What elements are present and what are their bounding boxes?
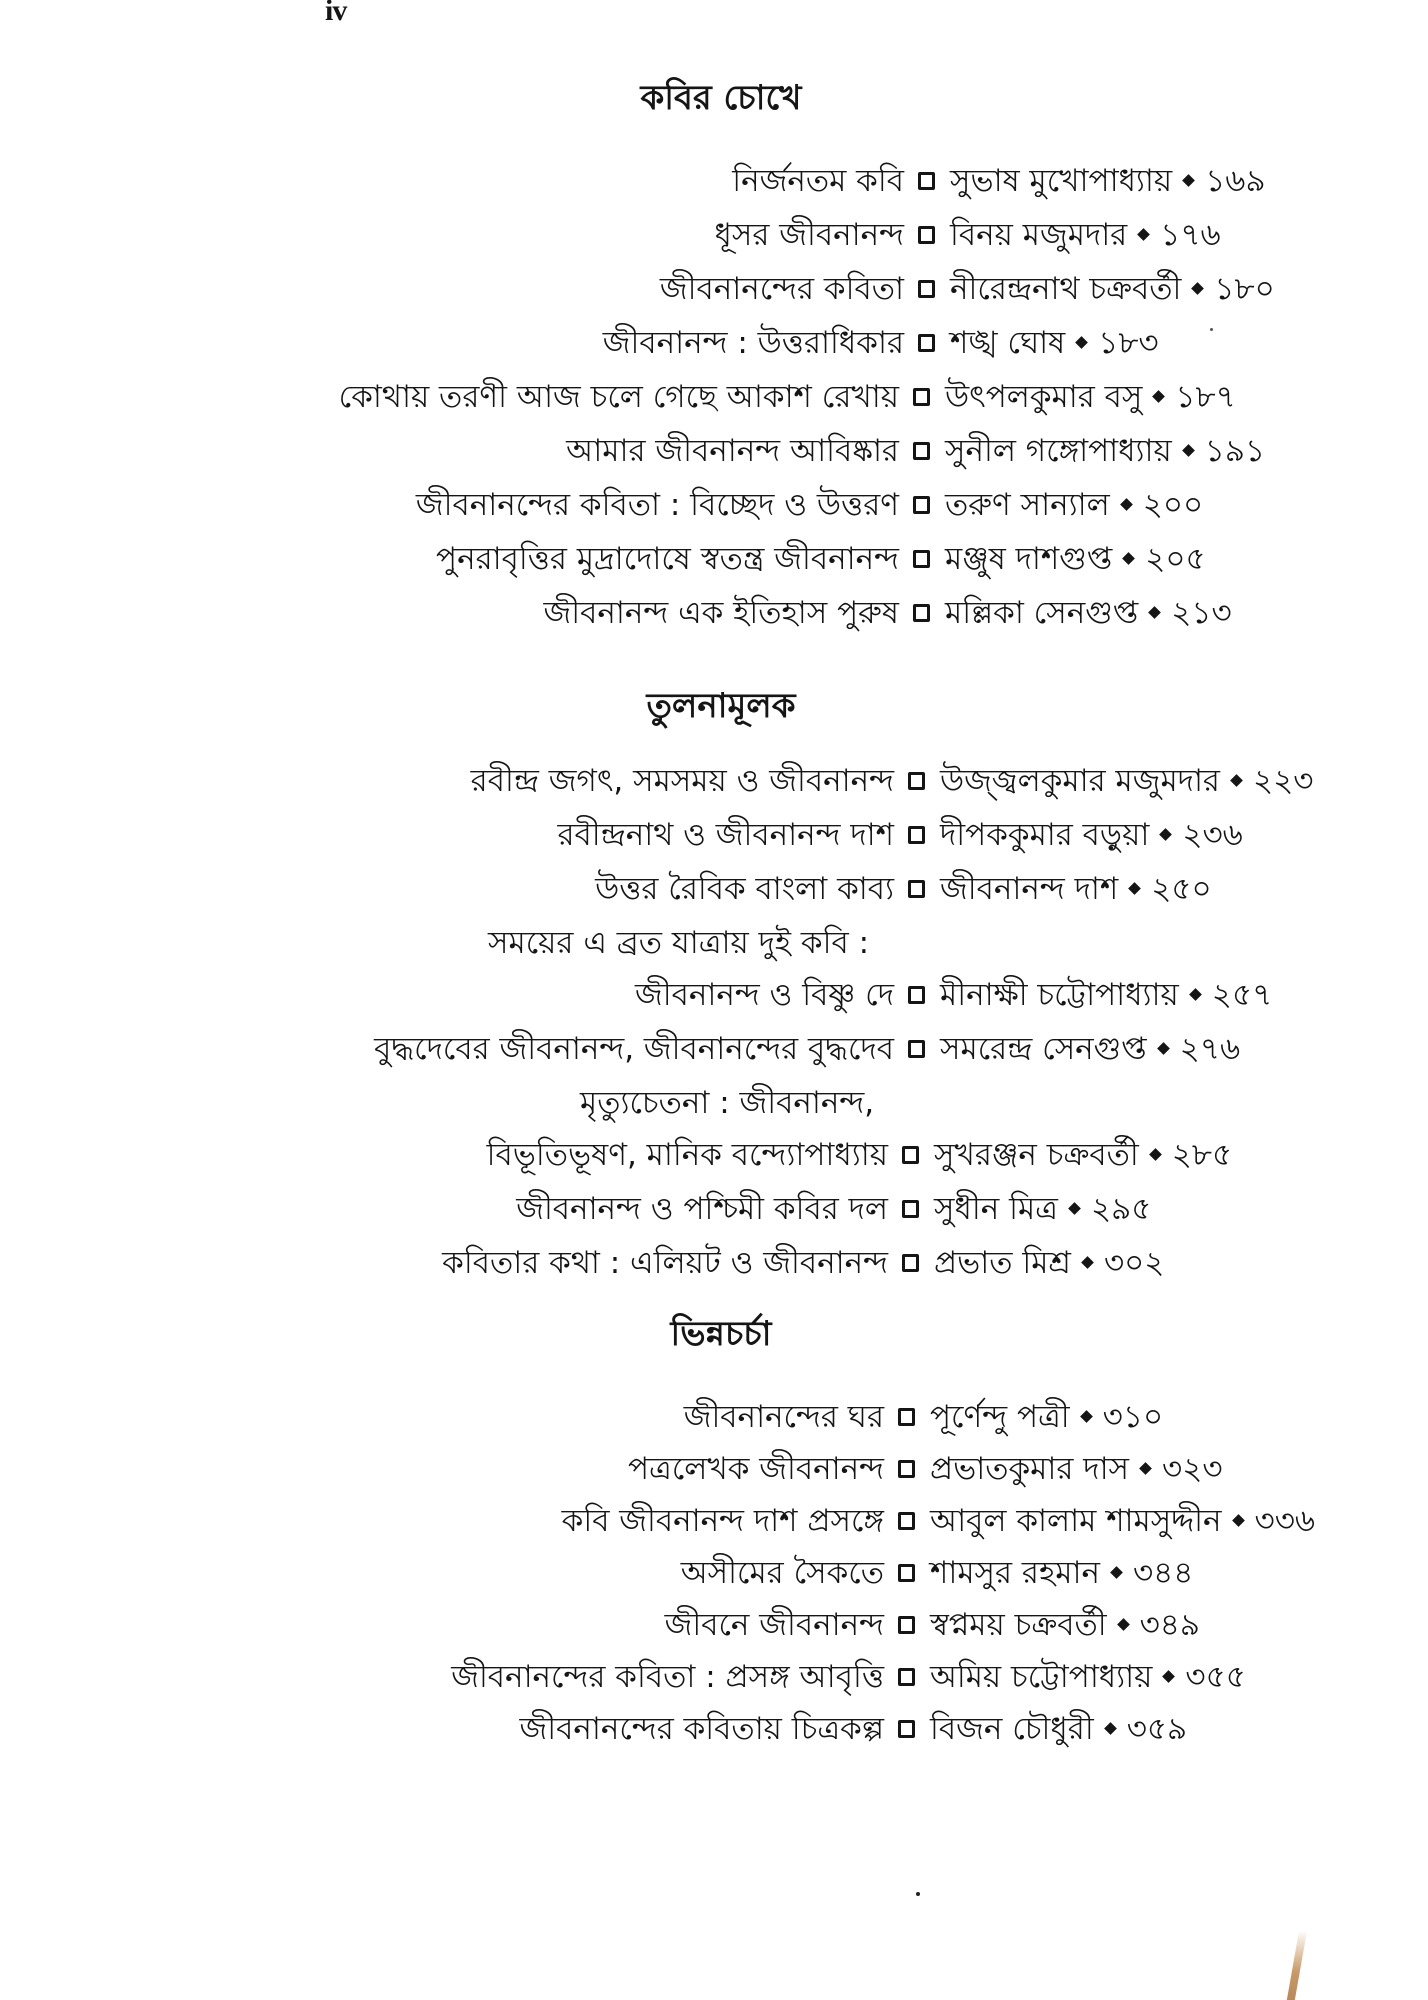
entry-author: প্রভাতকুমার দাস xyxy=(930,1451,1130,1487)
section-heading-kobir-chokhe: কবির চোখে xyxy=(640,78,802,118)
toc-entry[interactable] xyxy=(0,480,1428,530)
square-bullet-icon xyxy=(913,550,930,568)
diamond-separator-icon xyxy=(1149,1148,1162,1161)
toc-entry[interactable] xyxy=(0,1238,1428,1288)
entry-title: কবি জীবনানন্দ দাশ প্রসঙ্গে xyxy=(561,1503,884,1539)
entry-author: সুধীন মিত্র xyxy=(934,1191,1058,1227)
toc-entry[interactable] xyxy=(0,756,1428,806)
entry-author: উজ্জ্বলকুমার মজুমদার xyxy=(940,763,1220,799)
diamond-separator-icon xyxy=(1182,174,1195,187)
diamond-separator-icon xyxy=(1081,1256,1094,1269)
diamond-separator-icon xyxy=(1120,498,1133,511)
toc-entry[interactable] xyxy=(0,264,1428,314)
entry-title: জীবনানন্দ : উত্তরাধিকার xyxy=(602,325,904,361)
square-bullet-icon xyxy=(913,496,930,514)
diamond-separator-icon xyxy=(1137,228,1150,241)
square-bullet-icon xyxy=(908,986,925,1004)
diamond-separator-icon xyxy=(1157,1042,1170,1055)
square-bullet-icon xyxy=(898,1408,915,1426)
toc-entry[interactable] xyxy=(0,1496,1428,1546)
entry-author: জীবনানন্দ দাশ xyxy=(940,871,1119,907)
entry-title: রবীন্দ্র জগৎ, সমসময় ও জীবনানন্দ xyxy=(470,763,894,799)
entry-author: মল্লিকা সেনগুপ্ত xyxy=(945,595,1139,631)
toc-entry[interactable] xyxy=(0,810,1428,860)
entry-page-number: ১৮০ xyxy=(1214,271,1275,307)
square-bullet-icon xyxy=(902,1146,919,1164)
entry-page-number: ১৮৩ xyxy=(1098,325,1159,361)
entry-author: তরুণ সান্যাল xyxy=(945,487,1110,523)
toc-entry[interactable] xyxy=(0,1024,1428,1074)
entry-page-number: ৩১০ xyxy=(1102,1399,1164,1435)
entry-author: শামসুর রহমান xyxy=(930,1555,1100,1591)
entry-page-number: ৩৪৯ xyxy=(1139,1607,1201,1643)
toc-entry[interactable] xyxy=(0,372,1428,422)
entry-title: রবীন্দ্রনাথ ও জীবনানন্দ দাশ xyxy=(557,817,894,853)
square-bullet-icon xyxy=(898,1460,915,1478)
entry-title: নির্জনতম কবি xyxy=(732,163,904,199)
entry-page-number: ২০০ xyxy=(1142,487,1204,523)
toc-entry[interactable] xyxy=(0,1704,1428,1754)
section-heading-bhinnocharcha: ভিন্নচর্চা xyxy=(670,1314,772,1354)
entry-author: মীনাক্ষী চট্টোপাধ্যায় xyxy=(940,977,1179,1013)
toc-entry[interactable] xyxy=(0,426,1428,476)
entry-title: জীবনানন্দের কবিতা : প্রসঙ্গ আবৃত্তি xyxy=(451,1659,884,1695)
square-bullet-icon xyxy=(908,826,925,844)
square-bullet-icon xyxy=(918,226,935,244)
diamond-separator-icon xyxy=(1163,1670,1176,1683)
diamond-separator-icon xyxy=(1189,988,1202,1001)
square-bullet-icon xyxy=(913,388,930,406)
entry-page-number: ২৫৭ xyxy=(1211,977,1273,1013)
square-bullet-icon xyxy=(898,1564,915,1582)
square-bullet-icon xyxy=(898,1720,915,1738)
toc-entry[interactable] xyxy=(0,1600,1428,1650)
entry-page-number: ২৭৬ xyxy=(1179,1031,1241,1067)
entry-author: নীরেন্দ্রনাথ চক্রবর্তী xyxy=(950,271,1182,307)
square-bullet-icon xyxy=(918,172,935,190)
entry-title: কবিতার কথা : এলিয়ট ও জীবনানন্দ xyxy=(442,1245,888,1281)
print-speck xyxy=(916,1892,920,1896)
entry-author: মঞ্জুষ দাশগুপ্ত xyxy=(945,541,1113,577)
diamond-separator-icon xyxy=(1159,828,1172,841)
entry-title: উত্তর রৈবিক বাংলা কাব্য xyxy=(595,871,894,907)
toc-entry[interactable] xyxy=(0,318,1428,368)
entry-author: পূর্ণেন্দু পত্রী xyxy=(930,1399,1070,1435)
entry-title: জীবনানন্দের কবিতায় চিত্রকল্প xyxy=(519,1711,884,1747)
diamond-separator-icon xyxy=(1068,1202,1081,1215)
entry-title: জীবনানন্দের কবিতা : বিচ্ছেদ ও উত্তরণ xyxy=(415,487,899,523)
entry-page-number: ১৮৭ xyxy=(1175,379,1236,415)
diamond-separator-icon xyxy=(1153,390,1166,403)
entry-page-number: ১৯১ xyxy=(1204,433,1266,469)
entry-page-number: ৩৫৯ xyxy=(1126,1711,1188,1747)
square-bullet-icon xyxy=(908,1040,925,1058)
diamond-separator-icon xyxy=(1139,1462,1152,1475)
diamond-separator-icon xyxy=(1080,1410,1093,1423)
diamond-separator-icon xyxy=(1148,606,1161,619)
square-bullet-icon xyxy=(918,334,935,352)
entry-title: আমার জীবনানন্দ আবিষ্কার xyxy=(566,433,899,469)
entry-page-number: ৩২৩ xyxy=(1162,1451,1223,1487)
diamond-separator-icon xyxy=(1182,444,1195,457)
toc-entry[interactable] xyxy=(0,970,1428,1020)
entry-author: সুভাষ মুখোপাধ্যায় xyxy=(950,163,1173,199)
page-folio: iv xyxy=(325,0,347,27)
diamond-separator-icon xyxy=(1192,282,1205,295)
toc-entry[interactable] xyxy=(0,1130,1428,1180)
entry-page-number: ২৩৬ xyxy=(1182,817,1243,853)
entry-title: পুনরাবৃত্তির মুদ্রাদোষে স্বতন্ত্র জীবনানন্দ xyxy=(436,541,899,577)
square-bullet-icon xyxy=(908,772,925,790)
toc-entry[interactable] xyxy=(0,1392,1428,1442)
diamond-separator-icon xyxy=(1232,1514,1245,1527)
toc-entry[interactable] xyxy=(0,864,1428,914)
square-bullet-icon xyxy=(898,1512,915,1530)
section-heading-tulonamulok: তুলনামূলক xyxy=(646,686,796,726)
diamond-separator-icon xyxy=(1122,552,1135,565)
entry-author: প্রভাত মিশ্র xyxy=(934,1245,1071,1281)
entry-title: জীবনানন্দ এক ইতিহাস পুরুষ xyxy=(543,595,899,631)
entry-author: সমরেন্দ্র সেনগুপ্ত xyxy=(940,1031,1147,1067)
diamond-separator-icon xyxy=(1128,882,1141,895)
diamond-separator-icon xyxy=(1117,1618,1130,1631)
diamond-separator-icon xyxy=(1104,1722,1117,1735)
entry-page-number: ২১৩ xyxy=(1171,595,1232,631)
toc-entry[interactable] xyxy=(0,1548,1428,1598)
entry-page-number: ২৮৫ xyxy=(1171,1137,1233,1173)
entry-author: স্বপ্নময় চক্রবর্তী xyxy=(930,1607,1107,1643)
entry-title-line1: মৃত্যুচেতনা : জীবনানন্দ, xyxy=(580,1085,875,1121)
entry-title: অসীমের সৈকতে xyxy=(680,1555,884,1591)
square-bullet-icon xyxy=(902,1200,919,1218)
entry-author: বিজন চৌধুরী xyxy=(930,1711,1094,1747)
entry-page-number: ২২৩ xyxy=(1253,763,1314,799)
entry-title: জীবনে জীবনানন্দ xyxy=(664,1607,884,1643)
square-bullet-icon xyxy=(902,1254,919,1272)
print-speck xyxy=(1210,328,1213,331)
entry-page-number: ৩৩৬ xyxy=(1254,1503,1316,1539)
toc-entry[interactable] xyxy=(0,1444,1428,1494)
toc-entry[interactable] xyxy=(0,534,1428,584)
entry-title: জীবনানন্দ ও বিষ্ণু দে xyxy=(634,977,894,1013)
entry-title: পত্রলেখক জীবনানন্দ xyxy=(628,1451,884,1487)
entry-author: বিনয় মজুমদার xyxy=(950,217,1128,253)
square-bullet-icon xyxy=(913,604,930,622)
toc-entry[interactable] xyxy=(0,156,1428,206)
entry-author: আবুল কালাম শামসুদ্দীন xyxy=(930,1503,1222,1539)
entry-page-number: ১৬৯ xyxy=(1205,163,1266,199)
entry-title: বুদ্ধদেবের জীবনানন্দ, জীবনানন্দের বুদ্ধদেব xyxy=(374,1031,894,1067)
entry-page-number: ২৯৫ xyxy=(1090,1191,1152,1227)
square-bullet-icon xyxy=(908,880,925,898)
entry-title: জীবনানন্দের কবিতা xyxy=(659,271,904,307)
entry-title: বিভূতিভূষণ, মানিক বন্দ্যোপাধ্যায় xyxy=(486,1137,888,1173)
entry-title: কোথায় তরণী আজ চলে গেছে আকাশ রেখায় xyxy=(338,379,899,415)
entry-author: উৎপলকুমার বসু xyxy=(945,379,1143,415)
entry-page-number: ৩৫৫ xyxy=(1185,1659,1246,1695)
entry-author: শঙ্খ ঘোষ xyxy=(950,325,1066,361)
square-bullet-icon xyxy=(918,280,935,298)
entry-page-number: ২৫০ xyxy=(1151,871,1212,907)
entry-title: ধূসর জীবনানন্দ xyxy=(714,217,904,253)
entry-title: জীবনানন্দের ঘর xyxy=(683,1399,884,1435)
diamond-separator-icon xyxy=(1230,774,1243,787)
diamond-separator-icon xyxy=(1075,336,1088,349)
diamond-separator-icon xyxy=(1110,1566,1123,1579)
entry-author: দীপককুমার বড়ুয়া xyxy=(940,817,1150,853)
toc-entry[interactable] xyxy=(0,588,1428,638)
toc-entry[interactable] xyxy=(0,210,1428,260)
entry-page-number: ২০৫ xyxy=(1145,541,1206,577)
entry-page-number: ১৭৬ xyxy=(1160,217,1221,253)
square-bullet-icon xyxy=(913,442,930,460)
toc-entry[interactable] xyxy=(0,1184,1428,1234)
page-edge-shadow xyxy=(1287,1930,1307,2000)
toc-entry[interactable] xyxy=(0,1652,1428,1702)
entry-title: জীবনানন্দ ও পশ্চিমী কবির দল xyxy=(516,1191,888,1227)
entry-page-number: ৩৪৪ xyxy=(1132,1555,1194,1591)
entry-page-number: ৩০২ xyxy=(1103,1245,1165,1281)
entry-author: সুখরঞ্জন চক্রবর্তী xyxy=(934,1137,1139,1173)
entry-author: সুনীল গঙ্গোপাধ্যায় xyxy=(945,433,1172,469)
entry-author: অমিয় চট্টোপাধ্যায় xyxy=(930,1659,1153,1695)
entry-title-line1: সময়ের এ ব্রত যাত্রায় দুই কবি : xyxy=(488,925,870,961)
square-bullet-icon xyxy=(898,1668,915,1686)
square-bullet-icon xyxy=(898,1616,915,1634)
